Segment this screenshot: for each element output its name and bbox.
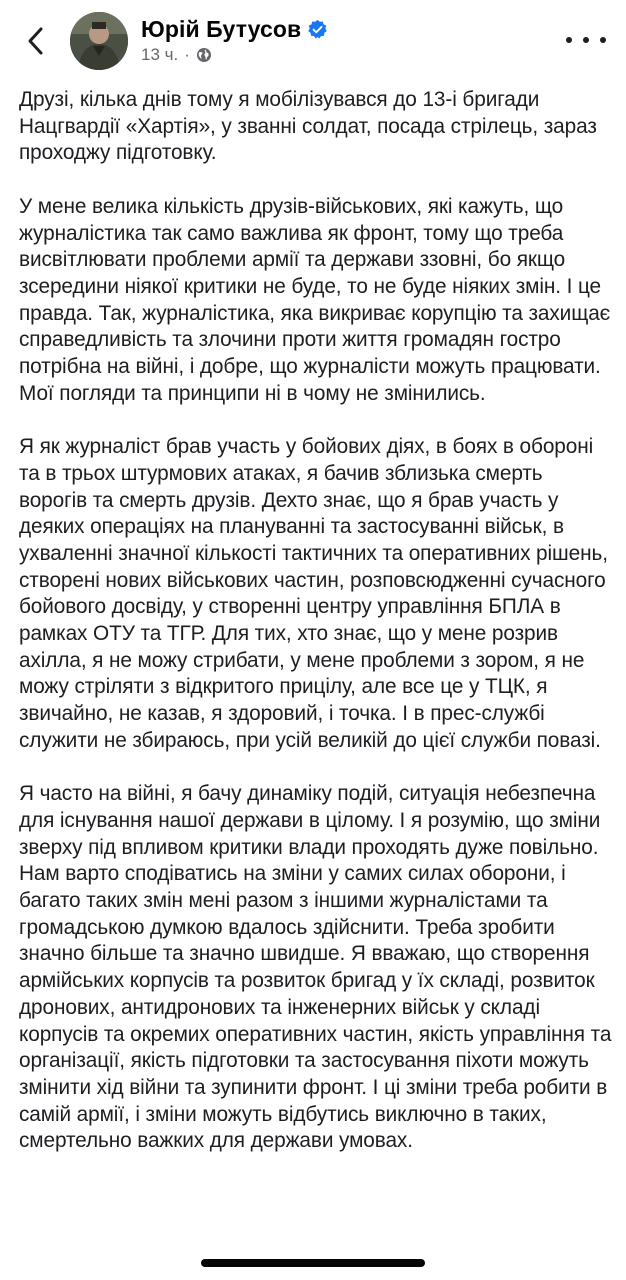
avatar[interactable]	[70, 12, 128, 70]
post-paragraph-3: Я як журналіст брав участь у бойових діях, в боях в обороні та в трьох штурмових атаках, я бачив зблизька смерть ворогів та смерть друзів. Дехто знає, що я брав участь у деяких операціях на плануванні та застосуванні військ, в ухваленні значної кількості тактичних та оперативних рішень, створені нових військових частин, розповсюдженні сучасного бойового досвіду, у створенні центру управління БПЛА в рамках ОТУ та ТГР. Для тих, хто знає, що у мене розрив ахілла, я не можу стрибати, у мене проблеми з зором, я не можу стріляти з відкритого прицілу, але все це у ТЦК, я звичайно, не казав, я здоровий, і точка. І в прес-службі служити не збираюсь, при усій великій до цієї служби повазі.	[19, 435, 608, 752]
author-name[interactable]: Юрій Бутусов	[141, 15, 302, 42]
more-options-button[interactable]	[566, 28, 606, 52]
author-row	[141, 14, 328, 44]
home-indicator[interactable]	[201, 1259, 425, 1267]
meta-separator: ·	[184, 45, 190, 64]
post-paragraph-4: Я часто на війні, я бачу динаміку подій, ситуація небезпечна для існування нашої держави в цілому. І я розумію, що зміни зверху під впливом критики влади проходять дуже повільно. Нам варто сподіватись на зміни у самих силах оборони, і багато таких змін мені разом з іншими журналістами та громадською думкою вдалось здійснити. Треба зробити значно більше та значно швидше. Я вважаю, що створення армійських корпусів та розвиток бригад у їх складі, розвиток дронових, антидронових та інженерних військ у складі корпусів та окремих оперативних частин, якість управління та організації, якість підготовки та застосування піхоти можуть змінити хід війни та зупинити фронт. І ці зміни треба робити в самій армії, і зміни можуть відбутись виключно в таких, смертельно важких для держави умовах.	[19, 782, 612, 1153]
back-button[interactable]	[20, 24, 50, 58]
globe-icon	[196, 47, 212, 63]
chevron-left-icon	[26, 26, 44, 56]
post-meta	[141, 44, 212, 66]
more-horizontal-icon	[566, 37, 572, 43]
post-paragraph-1: Друзі, кілька днів тому я мобілізувався до 13-і бригади Нацгвардії «Хартія», у званні солдат, посада стрілець, зараз проходжу підготовку.	[19, 88, 597, 165]
post-paragraph-2: У мене велика кількість друзів-військових, які кажуть, що журналістика так само важлива як фронт, тому що треба висвітлювати проблеми армії та держави ззовні, бо якщо зсередини ніякої критики не буде, то не буде ніяких змін. І це правда. Так, журналістика, яка викриває корупцію та захищає справедливість та злочини проти життя громадян гостро потрібна на війні, і добре, що журналісти можуть працювати. Мої погляди та принципи ні в чому не змінились.	[19, 194, 611, 405]
post-header	[0, 0, 626, 82]
post-text	[19, 87, 613, 1182]
verified-badge-icon	[307, 19, 328, 40]
post-timestamp[interactable]: 13 ч.	[141, 45, 179, 64]
